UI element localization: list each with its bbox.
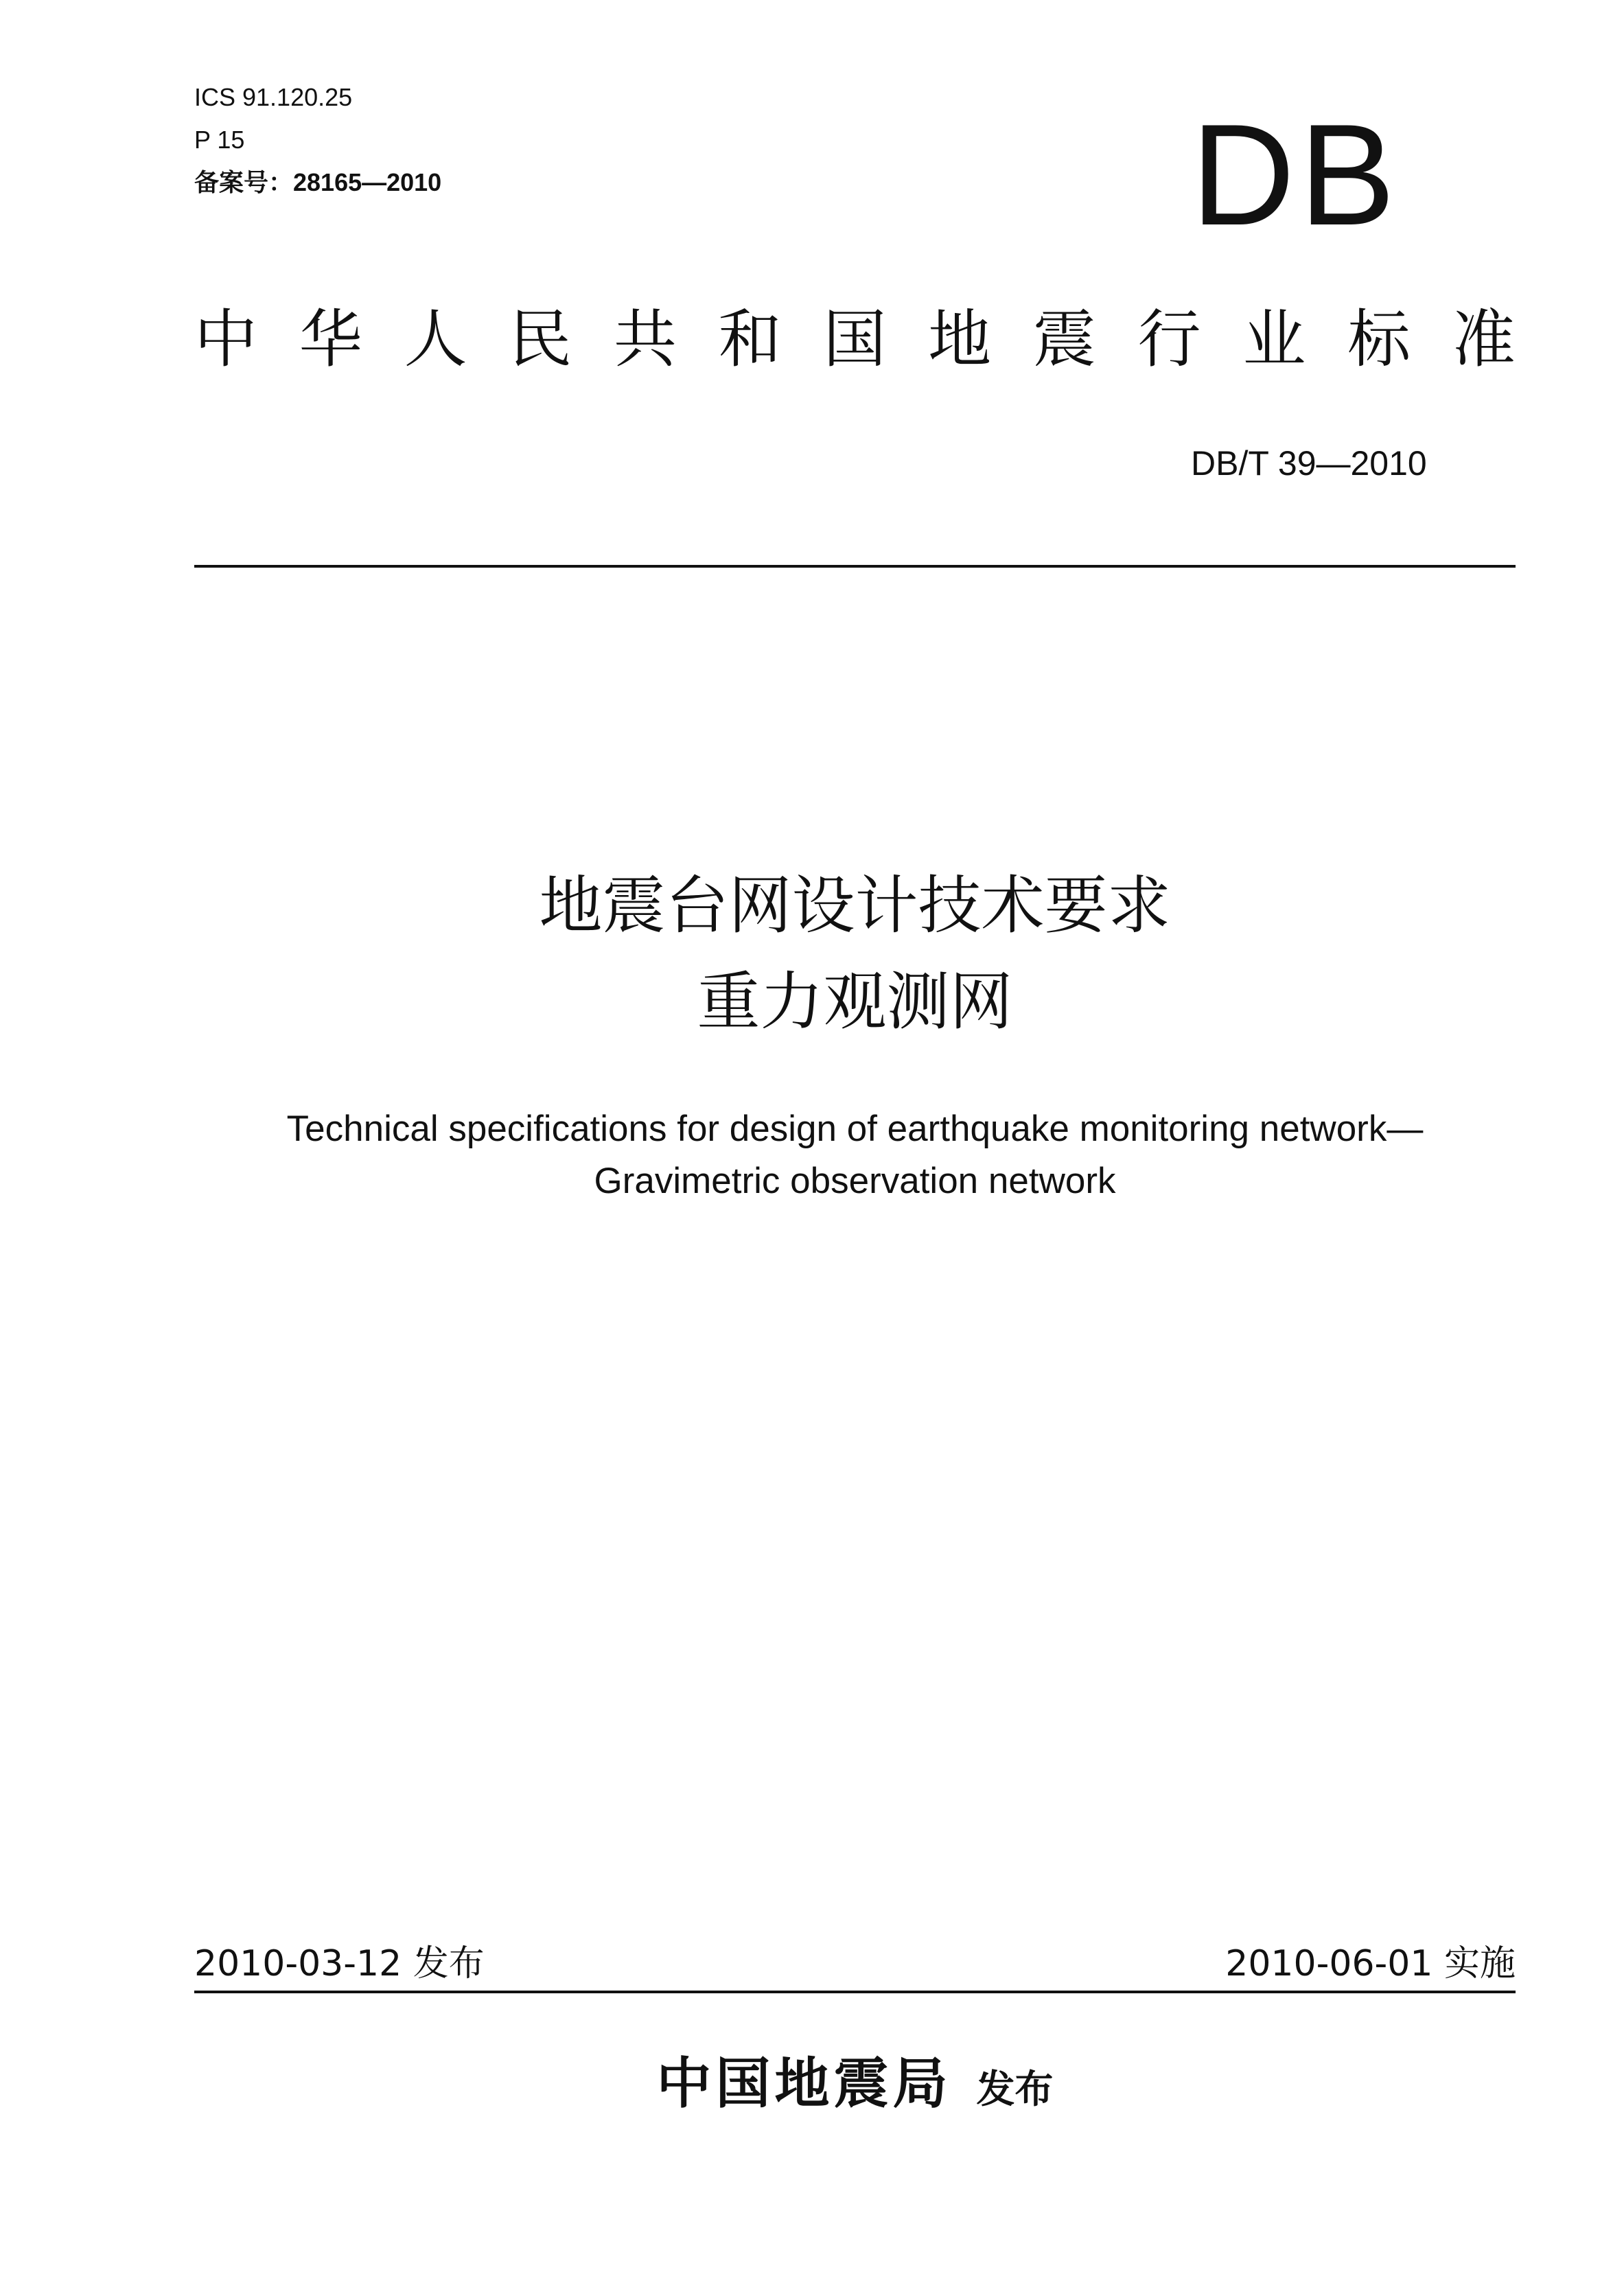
title-cn-line-2: 重力观测网 [697, 965, 1013, 1039]
record-number: 备案号：28165—2010 [194, 168, 442, 196]
standard-type-char: 业 [1242, 303, 1306, 376]
footer-divider [194, 1991, 1516, 1993]
standard-type-char: 标 [1347, 303, 1411, 376]
standard-type-heading [194, 302, 1516, 378]
publisher [194, 2049, 1516, 2124]
classification-code: P 15 [194, 126, 245, 154]
publisher-suffix: 发布 [976, 2067, 1054, 2112]
standard-type-char: 国 [823, 303, 887, 376]
title-en-line-1: Technical specifications for design of earthquake monitoring network— [286, 1109, 1424, 1149]
standard-type-char: 中 [194, 303, 258, 376]
issue-date: 2010-03-12 发布 [194, 1943, 485, 1984]
ics-code: ICS 91.120.25 [194, 83, 353, 111]
standard-type-char: 地 [928, 303, 992, 376]
title-cn-line-1: 地震台网设计技术要求 [539, 869, 1171, 942]
standard-number: DB/T 39—2010 [1191, 444, 1427, 483]
standard-type-char: 人 [404, 303, 467, 376]
standard-type-char: 和 [718, 303, 782, 376]
standard-type-char: 民 [509, 303, 572, 376]
standard-type-char: 准 [1452, 303, 1516, 376]
standard-type-char: 华 [299, 303, 362, 376]
implementation-date: 2010-06-01 实施 [1225, 1943, 1516, 1984]
standard-type-char: 共 [613, 303, 677, 376]
title-en-line-2: Gravimetric observation network [594, 1161, 1116, 1201]
db-logo: DB [1191, 94, 1400, 255]
header-divider [194, 565, 1516, 568]
standard-type-char: 震 [1032, 303, 1096, 376]
publisher-name: 中国地震局 [656, 2051, 952, 2115]
standard-type-char: 行 [1137, 303, 1201, 376]
